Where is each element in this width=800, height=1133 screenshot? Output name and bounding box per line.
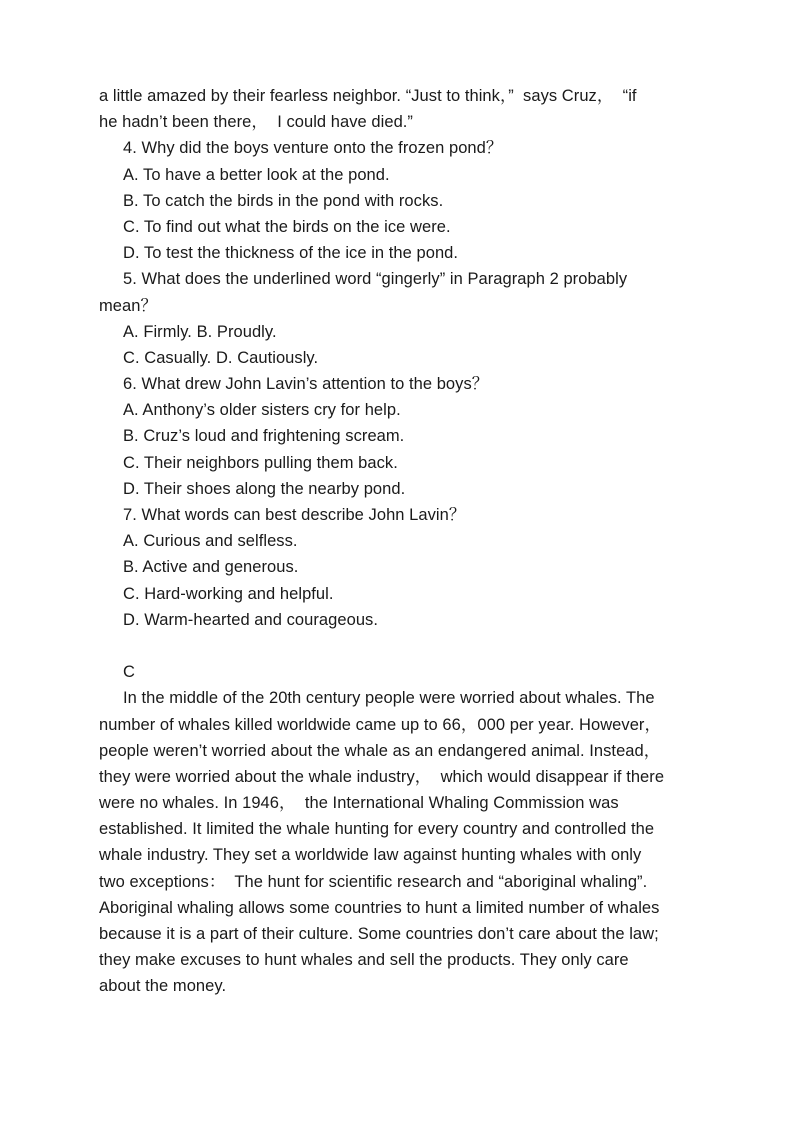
passage-line: were no whales. In 1946， the International Whaling Commission was xyxy=(99,794,619,813)
question-6-option-c: C. Their neighbors pulling them back. xyxy=(123,453,398,472)
passage-line: Aboriginal whaling allows some countries to hunt a limited number of whales xyxy=(99,898,660,917)
question-5-options-cd: C. Casually. D. Cautiously. xyxy=(123,348,319,367)
passage-line: people weren’t worried about the whale as an endangered animal. Instead， xyxy=(99,741,661,760)
document-body xyxy=(99,83,699,1000)
question-6-option-d: D. Their shoes along the nearby pond. xyxy=(123,479,406,498)
intro-line: he hadn’t been there， I could have died.” xyxy=(99,113,413,132)
passage-line: whale industry. They set a worldwide law against hunting whales with only xyxy=(99,846,642,865)
question-5-stem-continued: mean？ xyxy=(99,296,158,315)
question-6-option-b: B. Cruz’s loud and frightening scream. xyxy=(123,427,405,446)
question-4-option-a: A. To have a better look at the pond. xyxy=(123,165,390,184)
question-6-stem: 6. What drew John Lavin’s attention to the boys？ xyxy=(123,375,489,394)
question-7-option-a: A. Curious and selfless. xyxy=(123,532,298,551)
question-4-option-d: D. To test the thickness of the ice in the pond. xyxy=(123,244,459,263)
question-7-option-b: B. Active and generous. xyxy=(123,558,299,577)
question-5-stem: 5. What does the underlined word “gingerly” in Paragraph 2 probably xyxy=(123,270,628,289)
passage-line: two exceptions： The hunt for scientific research and “aboriginal whaling”. xyxy=(99,872,648,891)
question-4-stem: 4. Why did the boys venture onto the frozen pond？ xyxy=(123,139,503,158)
question-4-option-b: B. To catch the birds in the pond with rocks. xyxy=(123,191,444,210)
section-spacer xyxy=(99,633,699,659)
question-6-option-a: A. Anthony’s older sisters cry for help. xyxy=(123,401,401,420)
section-label: C xyxy=(123,663,135,682)
passage-line: about the money. xyxy=(99,977,227,996)
passage-line: because it is a part of their culture. Some countries don’t care about the law; xyxy=(99,925,659,943)
intro-line: a little amazed by their fearless neighbor. “Just to think，” says Cruz， “if xyxy=(99,87,637,105)
passage-line: In the middle of the 20th century people were worried about whales. The xyxy=(123,689,655,708)
question-4-option-c: C. To find out what the birds on the ice were. xyxy=(123,217,451,236)
passage-line: they were worried about the whale industry， which would disappear if there xyxy=(99,767,665,786)
question-7-option-c: C. Hard-working and helpful. xyxy=(123,584,334,603)
question-7-stem: 7. What words can best describe John Lavin？ xyxy=(123,506,466,524)
question-7-option-d: D. Warm-hearted and courageous. xyxy=(123,610,378,629)
passage-line: established. It limited the whale hunting for every country and controlled the xyxy=(99,820,655,839)
passage-line: they make excuses to hunt whales and sell the products. They only care xyxy=(99,951,629,970)
passage-line: number of whales killed worldwide came up to 66，000 per year. However， xyxy=(99,715,662,734)
question-5-options-ab: A. Firmly. B. Proudly. xyxy=(123,322,277,341)
